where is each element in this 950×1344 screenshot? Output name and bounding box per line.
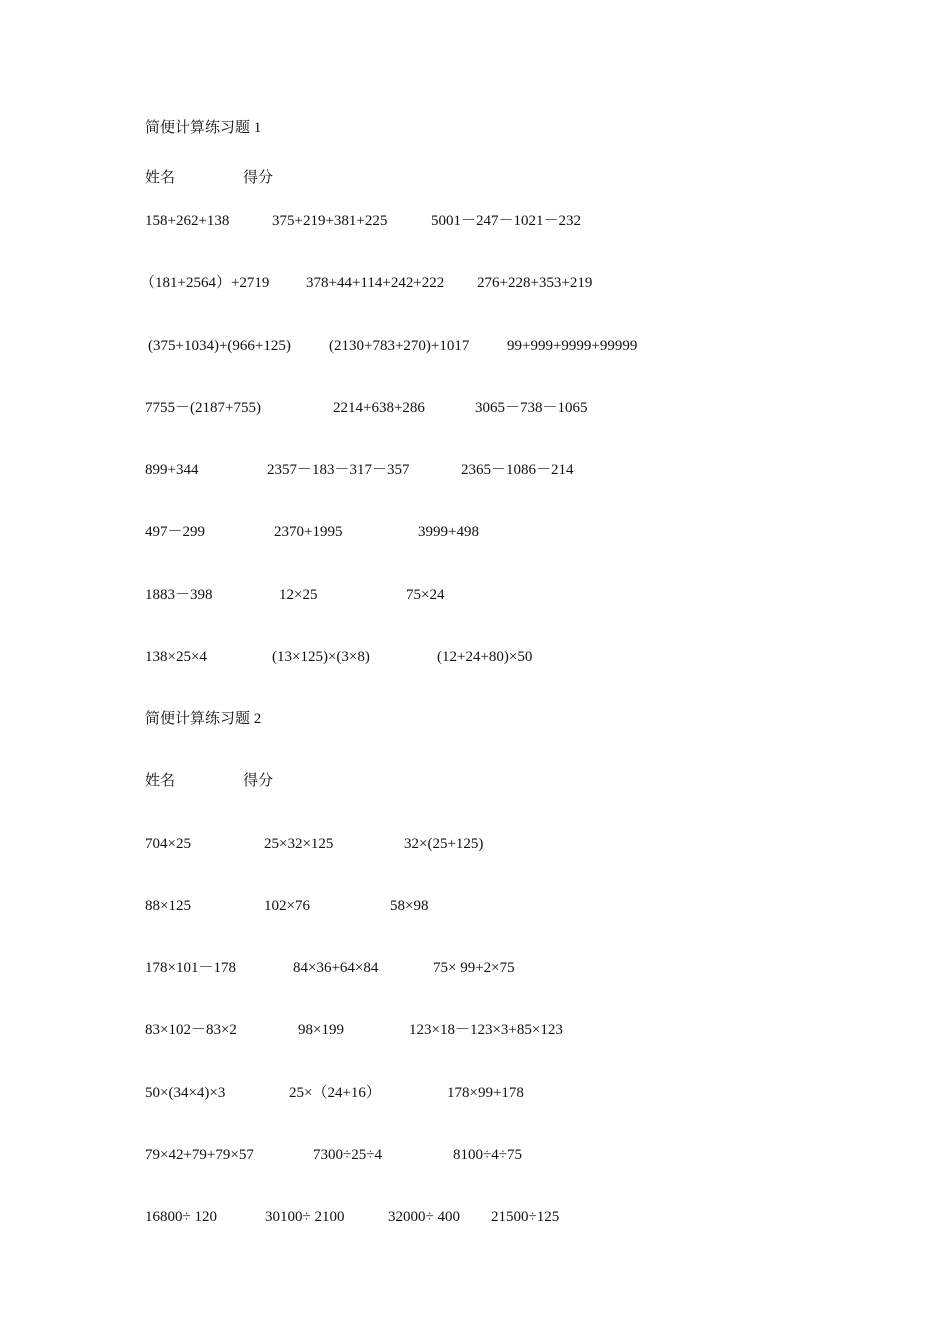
problem: 1883－398 [145, 587, 213, 603]
problem: 102×76 [264, 898, 310, 914]
problem: 88×125 [145, 898, 191, 914]
problem: 32000÷ 400 [388, 1209, 460, 1225]
problem: (375+1034)+(966+125) [148, 338, 291, 354]
problem: 2357－183－317－357 [267, 462, 410, 478]
problem: 12×25 [279, 587, 318, 603]
problem: 2365－1086－214 [461, 462, 574, 478]
problem: 178×99+178 [447, 1085, 524, 1101]
problem: 32×(25+125) [404, 836, 484, 852]
section2-name-label: 姓名 [145, 773, 176, 789]
problem: 497－299 [145, 524, 206, 540]
problem: 84×36+64×84 [293, 960, 379, 976]
problem: 7300÷25÷4 [313, 1147, 382, 1163]
problem: 8100÷4÷75 [453, 1147, 522, 1163]
section1-title: 简便计算练习题 1 [145, 120, 262, 136]
problem: 25×32×125 [264, 836, 334, 852]
problem: 158+262+138 [145, 213, 230, 229]
problem: 704×25 [145, 836, 191, 852]
problem: 2214+638+286 [333, 400, 425, 416]
problem: 25×（24+16） [289, 1085, 381, 1101]
problem: 16800÷ 120 [145, 1209, 217, 1225]
problem: 375+219+381+225 [272, 213, 388, 229]
problem: 83×102－83×2 [145, 1022, 237, 1038]
problem: 2370+1995 [274, 524, 343, 540]
problem: 276+228+353+219 [477, 275, 593, 291]
section2-score-label: 得分 [243, 773, 274, 789]
section2-title: 简便计算练习题 2 [145, 711, 262, 727]
problem: (2130+783+270)+1017 [329, 338, 470, 354]
problem: 899+344 [145, 462, 199, 478]
problem: (12+24+80)×50 [437, 649, 533, 665]
problem: 3999+498 [418, 524, 479, 540]
problem: 5001－247－1021－232 [431, 213, 582, 229]
problem: 79×42+79+79×57 [145, 1147, 254, 1163]
problem: (13×125)×(3×8) [272, 649, 370, 665]
problem: 75× 99+2×75 [433, 960, 515, 976]
problem: 7755－(2187+755) [145, 400, 261, 416]
problem: 178×101－178 [145, 960, 236, 976]
problem: 98×199 [298, 1022, 344, 1038]
problem: （181+2564）+2719 [140, 275, 270, 291]
problem: 30100÷ 2100 [265, 1209, 345, 1225]
problem: 75×24 [406, 587, 445, 603]
problem: 21500÷125 [491, 1209, 560, 1225]
section1-name-label: 姓名 [145, 170, 176, 186]
problem: 138×25×4 [145, 649, 207, 665]
problem: 50×(34×4)×3 [145, 1085, 226, 1101]
section1-score-label: 得分 [243, 170, 274, 186]
problem: 58×98 [390, 898, 429, 914]
problem: 123×18－123×3+85×123 [409, 1022, 563, 1038]
problem: 99+999+9999+99999 [507, 338, 638, 354]
problem: 378+44+114+242+222 [306, 275, 445, 291]
problem: 3065－738－1065 [475, 400, 588, 416]
